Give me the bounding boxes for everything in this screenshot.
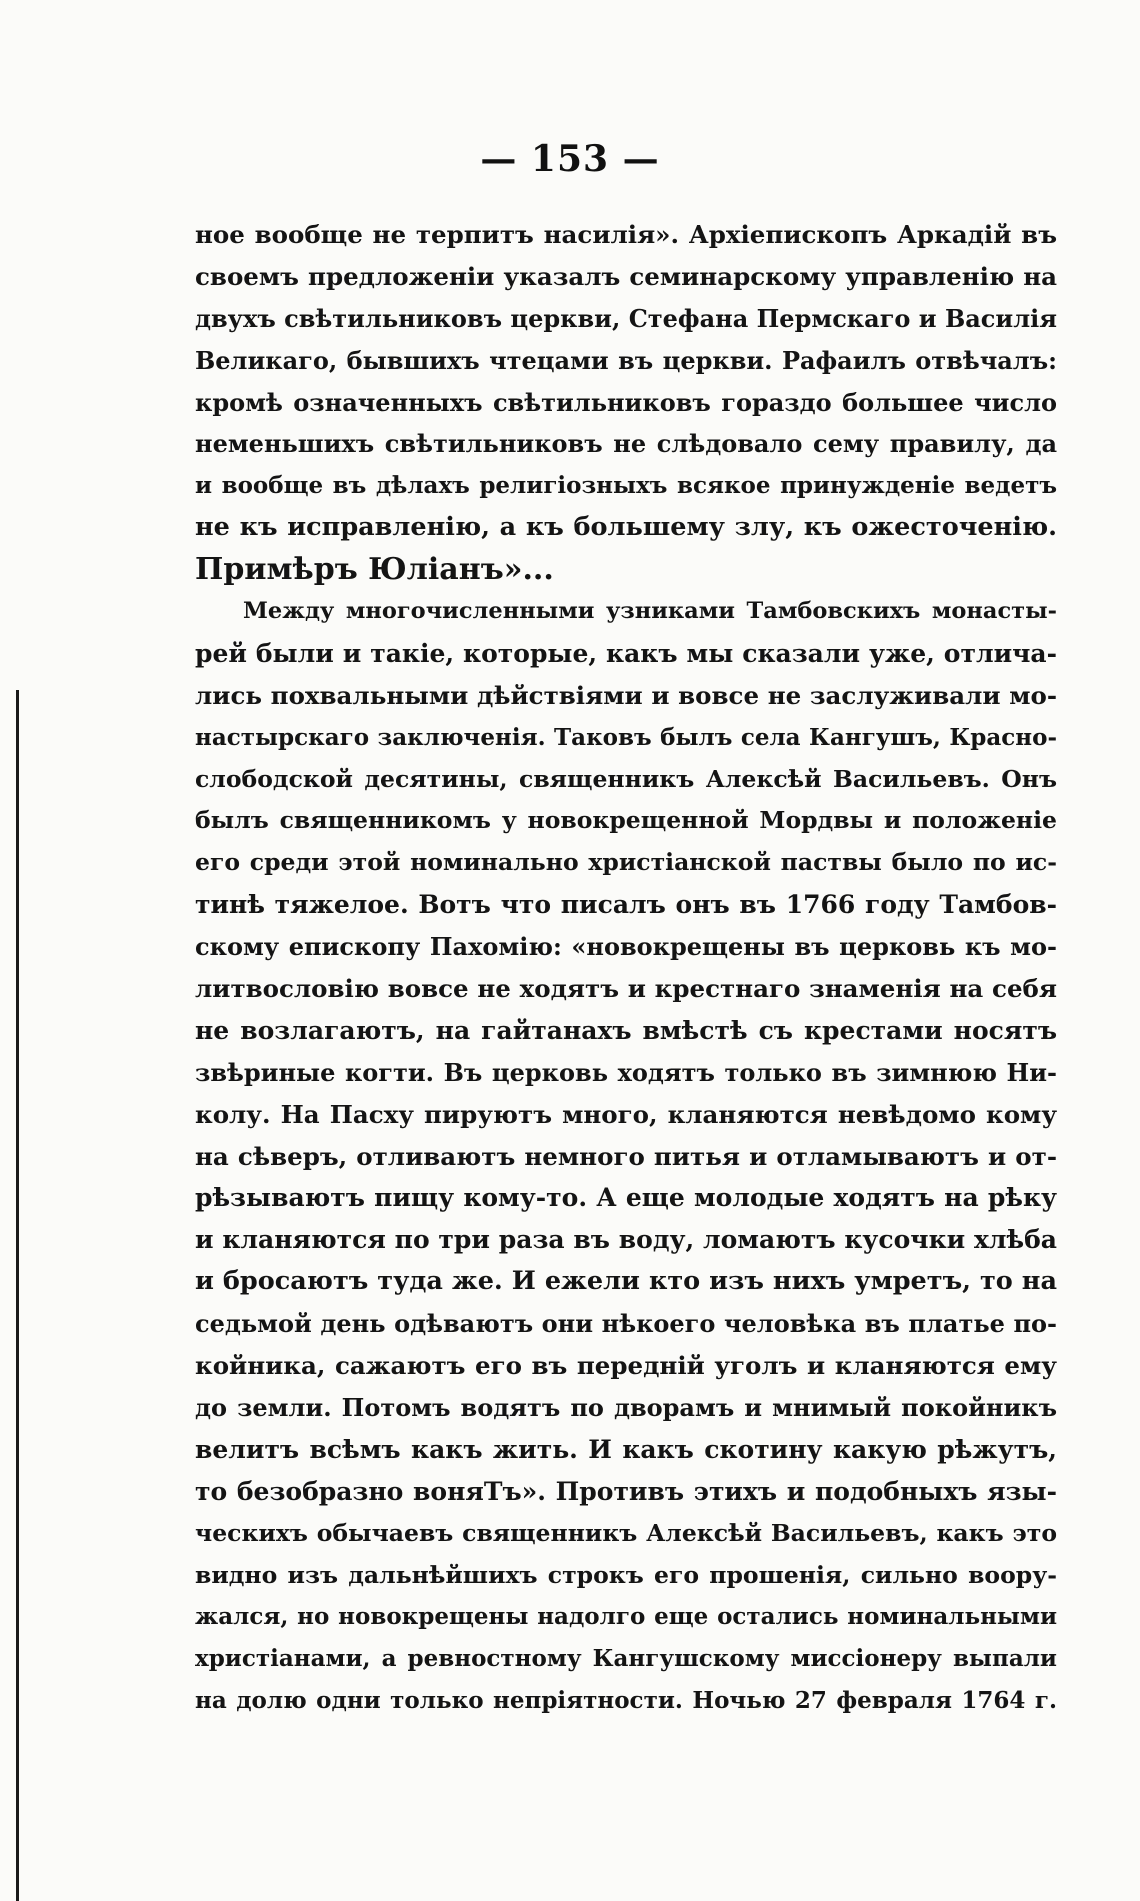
text-line: колу. На Пасху пируютъ много, кланяются невѣдомо кому — [195, 1099, 1057, 1129]
text-line: былъ священникомъ у новокрещенной Мордвы и положеніе — [195, 806, 1057, 835]
text-line: неменьшихъ свѣтильниковъ не слѣдовало сему правилу, да — [195, 429, 1057, 459]
page-number: — 153 — — [480, 138, 660, 180]
page-edge-shadow — [16, 690, 19, 1901]
text-line: Великаго, бывшихъ чтецами въ церкви. Рафаилъ отвѣчалъ: — [195, 345, 1057, 375]
text-line: литвословію вовсе не ходятъ и крестнаго знаменія на себя — [195, 974, 1057, 1004]
paragraph-2 — [195, 591, 1057, 1722]
text-line: настырскаго заключенія. Таковъ былъ села Кангушъ, Красно- — [195, 723, 1057, 751]
text-line: и кланяются по три раза въ воду, ломаютъ кусочки хлѣба — [195, 1225, 1057, 1255]
text-line: лись похвальными дѣйствіями и вовсе не заслуживали мо- — [195, 680, 1057, 710]
text-line: своемъ предложеніи указалъ семинарскому управленію на — [195, 261, 1057, 291]
text-line: двухъ свѣтильниковъ церкви, Стефана Пермскаго и Василія — [195, 303, 1057, 333]
text-line: тинѣ тяжелое. Вотъ что писалъ онъ въ 1766 году Тамбов- — [195, 890, 1057, 920]
text-line: койника, сажаютъ его въ передній уголъ и кланяются ему — [195, 1351, 1057, 1381]
paragraph-1 — [195, 214, 1057, 591]
text-line: кромѣ означенныхъ свѣтильниковъ гораздо большее число — [195, 387, 1057, 417]
text-line: не къ исправленію, а къ большему злу, къ ожесточенію. — [195, 512, 1057, 543]
text-line: и вообще въ дѣлахъ религіозныхъ всякое принужденіе ведетъ — [195, 472, 1057, 500]
text-line: видно изъ дальнѣйшихъ строкъ его прошенія, сильно воору- — [195, 1560, 1057, 1589]
text-line: до земли. Потомъ водятъ по дворамъ и мнимый покойникъ — [195, 1392, 1057, 1422]
text-line: ное вообще не терпитъ насилія». Архіепископъ Аркадій въ — [195, 220, 1057, 249]
text-line: слободской десятины, священникъ Алексѣй Васильевъ. Онъ — [195, 764, 1057, 793]
text-line: скому епископу Пахомію: «новокрещены въ церковь къ мо- — [195, 932, 1057, 962]
text-line: христіанами, а ревностному Кангушскому миссіонеру выпали — [195, 1645, 1057, 1673]
text-line: рѣзываютъ пищу кому-то. А еще молодые ходятъ на рѣку — [195, 1183, 1057, 1213]
text-line: звѣриные когти. Въ церковь ходятъ только въ зимнюю Ни- — [195, 1057, 1057, 1087]
text-line: велитъ всѣмъ какъ жить. И какъ скотину какую рѣжутъ, — [195, 1434, 1057, 1464]
text-line: на сѣверъ, отливаютъ немного питья и отламываютъ и от- — [195, 1141, 1057, 1171]
text-line: то безобразно воняТъ». Противъ этихъ и подобныхъ язы- — [195, 1476, 1057, 1506]
body-text — [195, 214, 1057, 1722]
text-line: его среди этой номинально христіанской паствы было по ис- — [195, 848, 1057, 877]
text-line: на долю одни только непріятности. Ночью 27 февраля 1764 г. — [195, 1687, 1057, 1715]
text-line: седьмой день одѣваютъ они нѣкоего человѣка въ платье по- — [195, 1309, 1057, 1339]
text-line: Между многочисленными узниками Тамбовскихъ монасты- — [243, 598, 1057, 625]
text-line: жался, но новокрещены надолго еще остались номинальными — [195, 1603, 1057, 1631]
text-line: рей были и такіе, которые, какъ мы сказали уже, отлича- — [195, 638, 1057, 668]
text-line: и бросаютъ туда же. И ежели кто изъ нихъ умретъ, то на — [195, 1266, 1057, 1297]
text-line: Примѣръ Юліанъ»... — [195, 552, 554, 588]
text-line: не возлагаютъ, на гайтанахъ вмѣстѣ съ крестами носятъ — [195, 1015, 1057, 1045]
text-line: ческихъ обычаевъ священникъ Алексѣй Васильевъ, какъ это — [195, 1518, 1057, 1547]
